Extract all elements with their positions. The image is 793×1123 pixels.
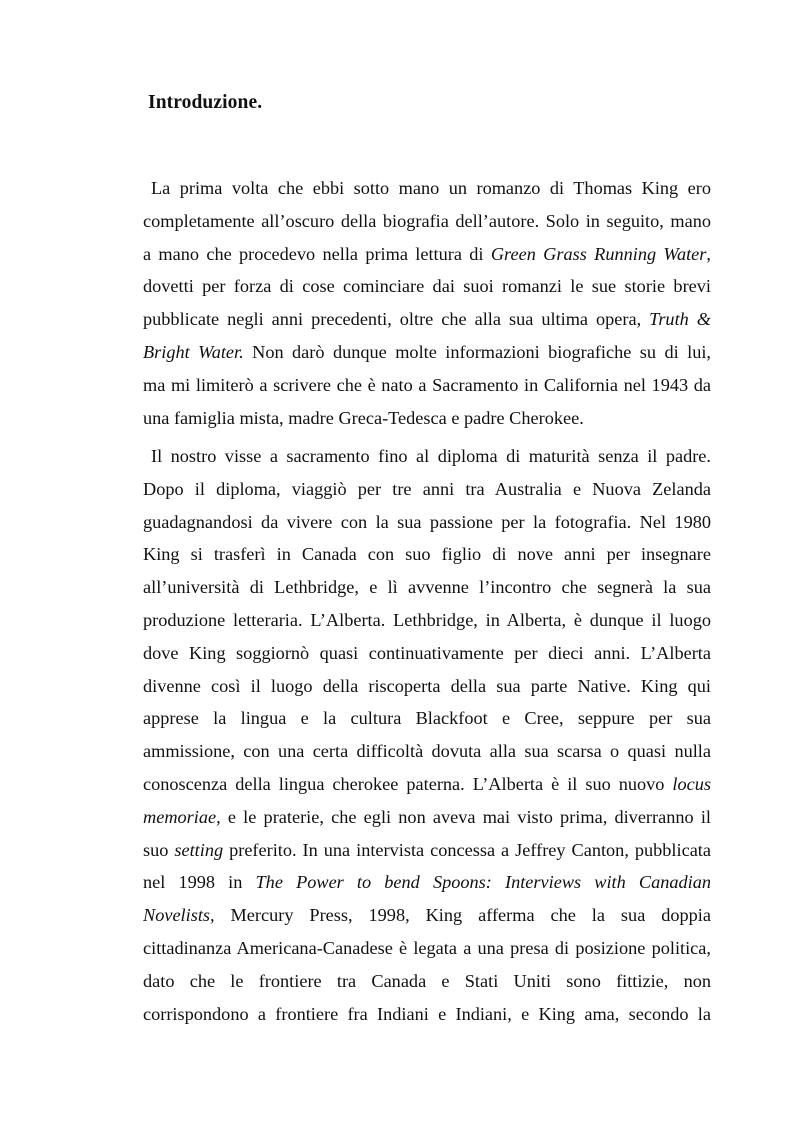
text-run: pubblicate negli anni precedenti, oltre che alla sua ultima opera,: [143, 309, 650, 330]
italic-text-run: Novelists,: [143, 905, 215, 926]
text-run: produzione letteraria. L’Alberta. Lethbridge, in Alberta, è dunque il luogo: [143, 609, 711, 630]
text-run: Mercury Press, 1998, King afferma che la sua doppia: [214, 905, 711, 926]
text-line: [143, 369, 711, 402]
text-line: [143, 336, 711, 369]
text-run: completamente all’oscuro della biografia dell’autore. Solo in seguito, mano: [143, 210, 711, 231]
text-run: cittadinanza Americana-Canadese è legata a una presa di posizione politica,: [143, 937, 711, 958]
text-line: [143, 440, 711, 473]
paragraph-2: [143, 440, 711, 1030]
text-line: [143, 866, 711, 899]
text-run: ma mi limiterò a scrivere che è nato a Sacramento in California nel 1943 da: [143, 374, 711, 395]
text-line: [143, 637, 711, 670]
text-run: King si trasferì in Canada con suo figlio di nove anni per insegnare: [143, 544, 711, 565]
text-run: Il nostro visse a sacramento fino al diploma di maturità senza il padre.: [151, 446, 711, 466]
text-run: a mano che procedevo nella prima lettura di: [143, 243, 491, 264]
text-run: La prima volta che ebbi sotto mano un romanzo di Thomas King ero: [151, 178, 711, 198]
text-run: divenne così il luogo della riscoperta della sua parte Native. King qui: [143, 675, 711, 696]
text-line: [143, 932, 711, 965]
italic-text-run: The Power to bend Spoons: Interviews with Canadian: [255, 872, 711, 893]
text-run: dove King soggiornò quasi continuativamente per dieci anni. L’Alberta: [143, 642, 711, 663]
text-line: [143, 768, 711, 801]
text-line: [143, 303, 711, 336]
italic-text-run: memoriae: [143, 806, 217, 827]
text-line: [143, 270, 711, 303]
text-line: [143, 205, 711, 238]
text-line: [143, 538, 711, 571]
text-line: [143, 998, 711, 1031]
text-run: guadagnandosi da vivere con la sua passione per la fotografia. Nel 1980: [143, 511, 711, 532]
text-line: [143, 899, 711, 932]
text-run: dovetti per forza di cose cominciare dai suoi romanzi le sue storie brevi: [143, 276, 711, 297]
italic-text-run: setting: [174, 839, 224, 860]
italic-text-run: Truth &: [649, 309, 711, 330]
text-run: ammissione, con una certa difficoltà dovuta alla sua scarsa o quasi nulla: [143, 741, 711, 762]
text-run: , e le praterie, che egli non aveva mai visto prima, diverranno il: [216, 806, 711, 827]
italic-text-run: Bright Water.: [143, 341, 244, 362]
text-run: ,: [706, 243, 711, 264]
text-line: [143, 604, 711, 637]
text-run: appresе la lingua e la cultura Blackfoot e Cree, seppure per sua: [143, 708, 711, 729]
text-line: [143, 172, 711, 205]
text-run: una famiglia mista, madre Greca-Tedesca e padre Cherokee.: [143, 407, 584, 428]
text-line: [143, 702, 711, 735]
italic-text-run: Green Grass Running Water: [490, 243, 707, 264]
text-run: nel 1998 in: [143, 872, 256, 893]
text-run: suo: [143, 839, 175, 860]
text-line: [143, 473, 711, 506]
text-run: all’università di Lethbridge, e lì avvenne l’incontro che segnerà la sua: [143, 577, 711, 598]
text-run: preferito. In una intervista concessa a Jeffrey Canton, pubblicata: [223, 839, 712, 860]
text-line: [143, 801, 711, 834]
text-run: corrispondono a frontiere fra Indiani e Indiani, e King ama, secondo la: [143, 1003, 711, 1024]
text-line: [143, 670, 711, 703]
text-line: [143, 238, 711, 271]
paragraph-1: [143, 172, 711, 434]
text-line: [143, 834, 711, 867]
text-run: conoscenza della lingua cherokee paterna. L’Alberta è il suo nuovo: [143, 773, 673, 794]
text-line: [143, 735, 711, 768]
text-line: [143, 571, 711, 604]
text-run: dato che le frontiere tra Canada e Stati Uniti sono fittizie, non: [143, 970, 711, 991]
italic-text-run: locus: [672, 773, 711, 794]
text-run: Dopo il diploma, viaggiò per tre anni tra Australia e Nuova Zelanda: [143, 478, 711, 499]
section-heading: Introduzione.: [148, 92, 263, 113]
text-line: [143, 506, 711, 539]
text-line: [143, 402, 711, 435]
text-line: [143, 965, 711, 998]
text-run: Non darò dunque molte informazioni biografiche su di lui,: [243, 341, 711, 362]
